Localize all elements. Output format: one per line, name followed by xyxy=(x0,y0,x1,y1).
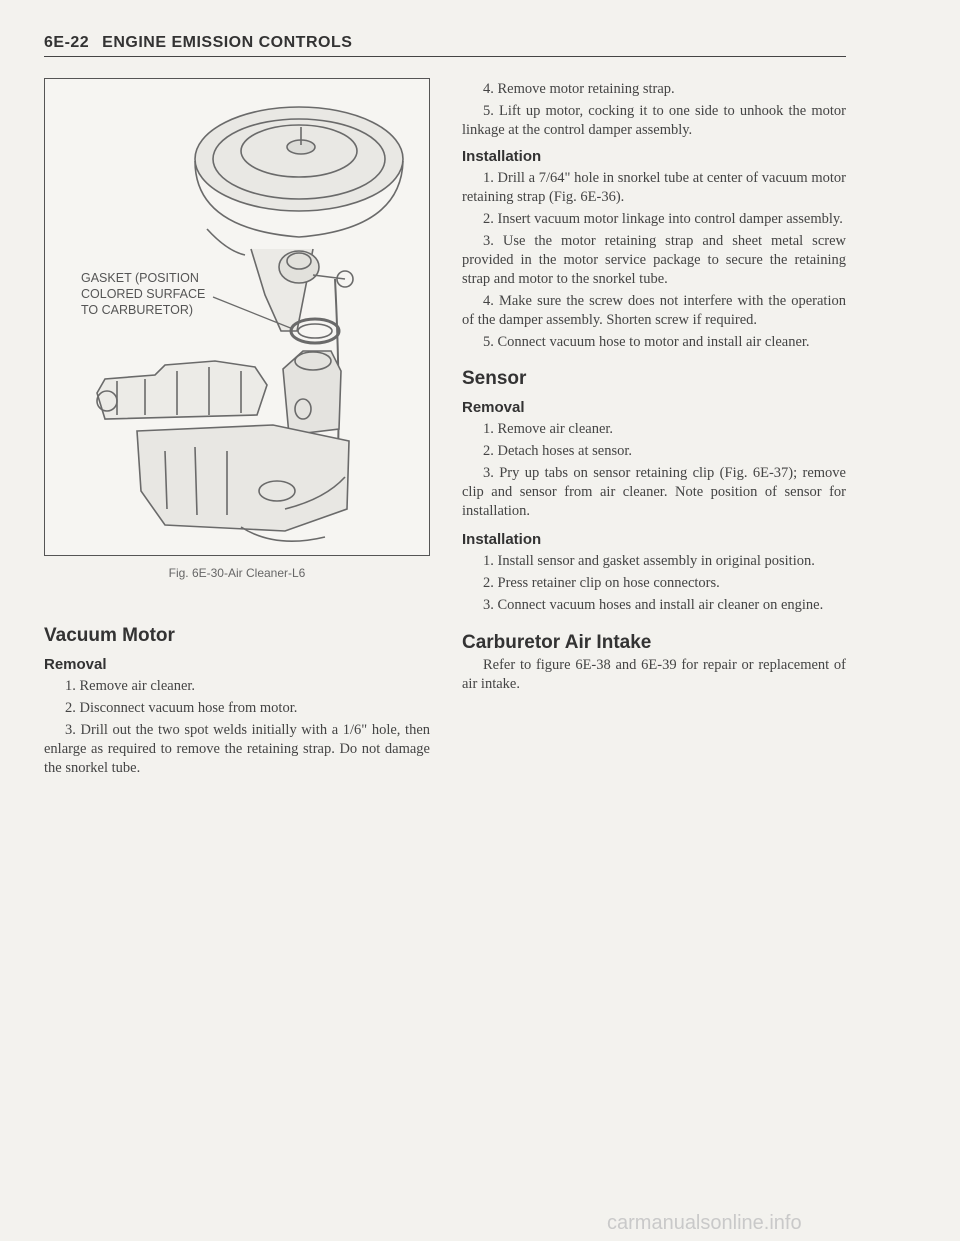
engine-block xyxy=(137,425,349,531)
figure-air-cleaner xyxy=(44,78,430,556)
vacuum-motor-removal-step: 3. Drill out the two spot welds initially with a 1/6" hole, then enlarge as required to remove the retaining strap. Do not damage the snorkel tube. xyxy=(44,722,430,776)
vacuum-motor-installation-heading: Installation xyxy=(462,148,542,165)
section-title: ENGINE EMISSION CONTROLS xyxy=(102,34,353,51)
vacuum-motor-removal-step: 1. Remove air cleaner. xyxy=(65,678,196,694)
vacuum-motor-removal-step: 4. Remove motor retaining strap. xyxy=(483,81,675,97)
sensor-installation-heading: Installation xyxy=(462,531,542,548)
site-watermark: carmanualsonline.info xyxy=(607,1212,802,1234)
figure-caption: Fig. 6E-30-Air Cleaner-L6 xyxy=(168,566,306,580)
gasket-callout: GASKET (POSITION COLORED SURFACE TO CARBURETOR) xyxy=(81,271,206,317)
page-header xyxy=(44,34,846,57)
vacuum-motor-installation-step: 1. Drill a 7/64" hole in snorkel tube at center of vacuum motor retaining strap (Fig. 6E-36). xyxy=(462,170,846,205)
carburetor-air-intake-heading: Carburetor Air Intake xyxy=(462,632,652,653)
air-cleaner-lid xyxy=(195,107,403,211)
vacuum-motor-installation-step: 5. Connect vacuum hose to motor and install air cleaner. xyxy=(483,334,810,350)
sensor-heading: Sensor xyxy=(462,368,527,389)
left-column xyxy=(44,626,430,781)
vacuum-motor-removal-step: 2. Disconnect vacuum hose from motor. xyxy=(65,700,298,716)
vacuum-motor-installation-step: 4. Make sure the screw does not interfere with the operation of the damper assembly. Shorten screw if required. xyxy=(462,293,846,328)
sensor-removal-step: 1. Remove air cleaner. xyxy=(483,421,614,437)
vacuum-motor-heading: Vacuum Motor xyxy=(44,625,175,646)
sensor-installation-step: 3. Connect vacuum hoses and install air cleaner on engine. xyxy=(483,597,824,613)
carburetor-air-intake-text: Refer to figure 6E-38 and 6E-39 for repair or replacement of air intake. xyxy=(462,657,846,692)
sensor-removal-step: 2. Detach hoses at sensor. xyxy=(483,443,632,459)
right-column xyxy=(462,80,846,697)
vacuum-motor-removal-step: 5. Lift up motor, cocking it to one side to unhook the motor linkage at the control damper assembly. xyxy=(462,103,846,138)
sensor-removal-step: 3. Pry up tabs on sensor retaining clip (Fig. 6E-37); remove clip and sensor from air cleaner. Note position of sensor for installation. xyxy=(462,465,846,519)
sensor-installation-step: 2. Press retainer clip on hose connectors. xyxy=(483,575,720,591)
vacuum-motor-installation-step: 3. Use the motor retaining strap and sheet metal screw provided in the motor service package to secure the retaining strap and motor to the snorkel tube. xyxy=(462,233,846,287)
vacuum-motor-installation-step: 2. Insert vacuum motor linkage into control damper assembly. xyxy=(483,211,843,227)
sensor-removal-heading: Removal xyxy=(462,399,525,416)
carburetor xyxy=(283,351,341,435)
page-number: 6E-22 xyxy=(44,34,90,51)
sensor-installation-step: 1. Install sensor and gasket assembly in original position. xyxy=(483,553,815,569)
vacuum-motor-removal-heading: Removal xyxy=(44,656,107,673)
